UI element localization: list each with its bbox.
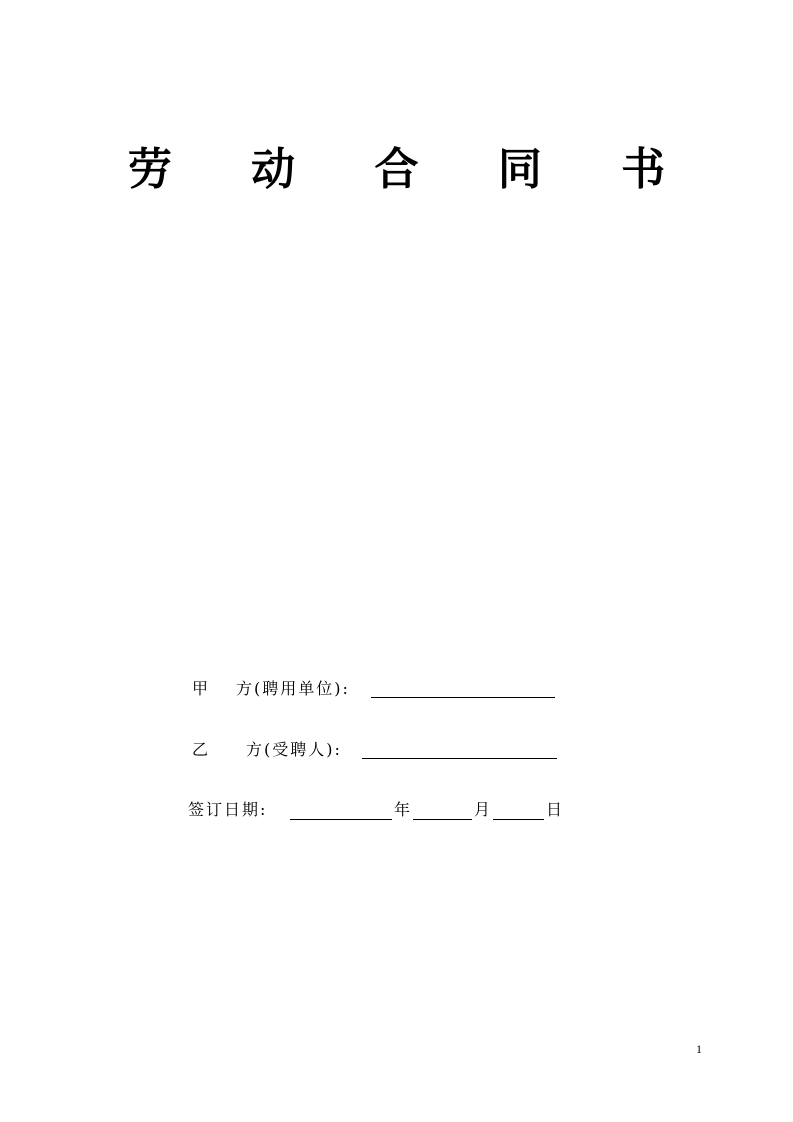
sign-date-year-unit: 年: [394, 800, 413, 819]
party-a-label-prefix: 甲: [192, 679, 211, 698]
sign-date-month-unit: 月: [474, 800, 493, 819]
page-number: 1: [696, 1042, 702, 1056]
party-b-label-prefix: 乙: [192, 740, 211, 759]
party-b-blank-field[interactable]: [362, 758, 557, 759]
sign-date-day-field[interactable]: [493, 819, 544, 820]
sign-date-label: 签订日期:: [188, 800, 268, 819]
sign-date-day-unit: 日: [546, 800, 565, 819]
document-title: 劳 动 合 同 书: [127, 144, 698, 195]
sign-date-month-field[interactable]: [413, 819, 472, 820]
sign-date-year-field[interactable]: [290, 819, 392, 820]
party-a-blank-field[interactable]: [371, 697, 555, 698]
party-b-label: 方(受聘人):: [246, 740, 342, 759]
party-a-label: 方(聘用单位):: [236, 679, 350, 698]
